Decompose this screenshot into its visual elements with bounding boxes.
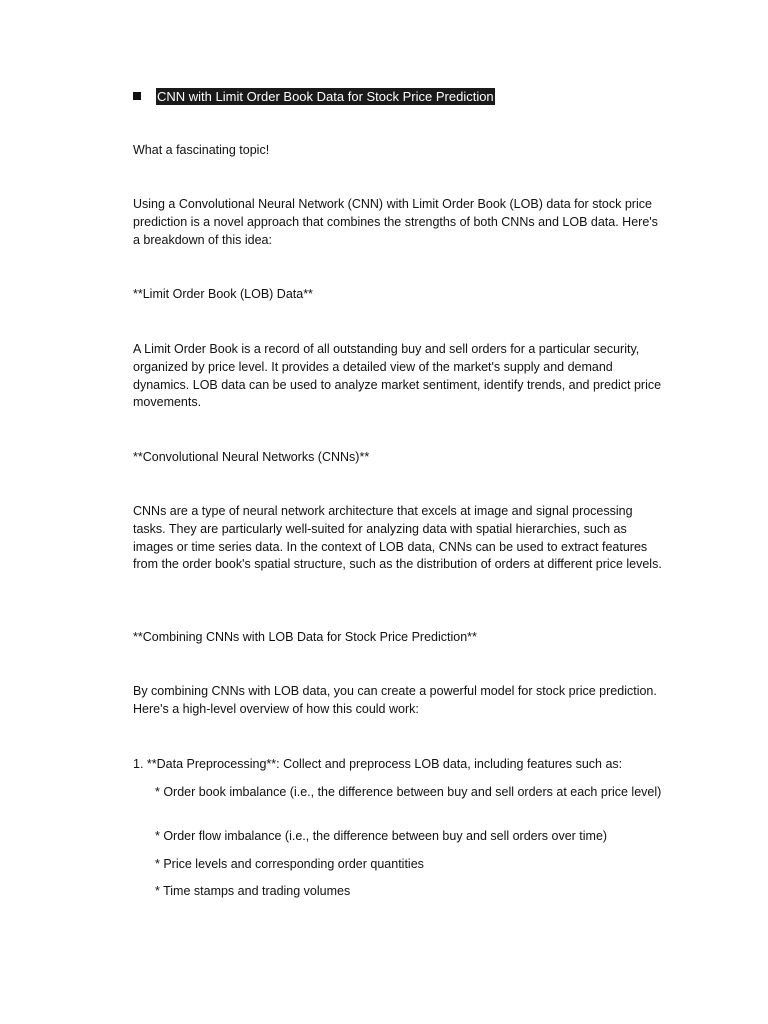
lob-section-title: **Limit Order Book (LOB) Data** [133, 287, 313, 301]
heading-row [133, 86, 495, 106]
feature-list-item: * Order book imbalance (i.e., the difference between buy and sell orders at each price level) [155, 785, 662, 799]
greeting-paragraph: What a fascinating topic! [133, 143, 270, 157]
combine-section-body: By combining CNNs with LOB data, you can create a powerful model for stock price prediction. Here's a high-level overview of how this could work: [133, 684, 657, 716]
cnn-section-title: **Convolutional Neural Networks (CNNs)** [133, 450, 370, 464]
intro-paragraph: Using a Convolutional Neural Network (CNN) with Limit Order Book (LOB) data for stock price prediction is a novel approach that combines the strengths of both CNNs and LOB data. Here's a breakdown of this idea: [133, 197, 658, 247]
lob-section-body: A Limit Order Book is a record of all outstanding buy and sell orders for a particular security, organized by price level. It provides a detailed view of the market's supply and demand dynamics. LOB data can be used to analyze market sentiment, identify trends, and predict price movements. [133, 342, 662, 410]
feature-list-item: * Time stamps and trading volumes [155, 884, 351, 898]
combine-section-title: **Combining CNNs with LOB Data for Stock Price Prediction** [133, 630, 477, 644]
feature-list-item: * Price levels and corresponding order quantities [155, 857, 424, 871]
selected-heading[interactable]: CNN with Limit Order Book Data for Stock Price Prediction [157, 88, 494, 104]
step-1-item: 1. **Data Preprocessing**: Collect and preprocess LOB data, including features such as: [133, 757, 623, 771]
square-bullet-icon [133, 92, 141, 100]
feature-list-item: * Order flow imbalance (i.e., the difference between buy and sell orders over time) [155, 829, 608, 843]
cnn-section-body: CNNs are a type of neural network architecture that excels at image and signal processing tasks. They are particularly well-suited for analyzing data with spatial hierarchies, such as images or time series data. In the context of LOB data, CNNs can be used to extract features from the order book's spatial structure, such as the distribution of orders at different price levels. [133, 504, 662, 572]
